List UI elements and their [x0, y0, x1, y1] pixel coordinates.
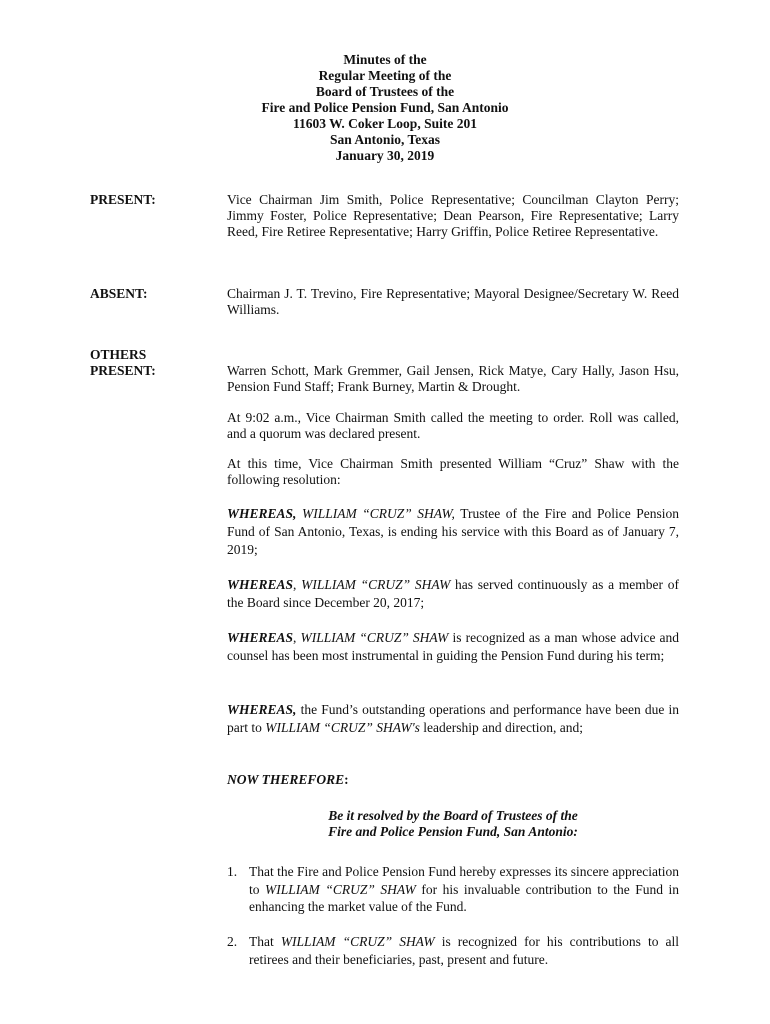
presentation-text: At this time, Vice Chairman Smith presented William “Cruz” Shaw with the following resolution: [227, 456, 679, 487]
header-line-5: 11603 W. Coker Loop, Suite 201 [293, 116, 477, 131]
absent-names: Chairman J. T. Trevino, Fire Representative; Mayoral Designee/Secretary W. Reed Williams. [227, 286, 679, 317]
present-names: Vice Chairman Jim Smith, Police Representative; Councilman Clayton Perry; Jimmy Foster, Police Representative; Dean Pearson, Fire Representative; Larry Reed, Fire Retiree Representative; Harry Griffin, Police Retiree Representative. [227, 192, 679, 239]
item-2-text-b: is recognized for his contributions to all retirees and their beneficiaries, past, present and future. [249, 934, 680, 967]
others-present-label [90, 347, 156, 379]
header-line-6: San Antonio, Texas [330, 132, 440, 147]
whereas-3-comma: , [293, 630, 297, 645]
others-label-line-2: PRESENT: [90, 363, 156, 378]
header-line-2: Regular Meeting of the [318, 68, 452, 83]
whereas-2-text: has served continuously as a member of the Board since December 20, 2017; [227, 577, 679, 610]
absent-label: ABSENT: [90, 286, 148, 301]
whereas-paragraph-3 [227, 629, 679, 665]
item-1-text-a: That the Fire and Police Pension Fund hereby expresses its sincere appreciation to [249, 864, 680, 897]
item-1-name: WILLIAM “CRUZ” SHAW [265, 881, 416, 897]
header-line-1: Minutes of the [343, 52, 427, 67]
whereas-paragraph-4 [227, 701, 679, 737]
resolution-item-1 [227, 863, 679, 916]
resolution-heading-line-2: Fire and Police Pension Fund, San Antonio: [328, 824, 578, 839]
whereas-4-name: WILLIAM “CRUZ” SHAW's [265, 720, 420, 735]
presentation-paragraph [227, 456, 679, 488]
call-to-order-paragraph [227, 410, 679, 442]
present-label: PRESENT: [90, 192, 156, 207]
resolution-heading-line-1: Be it resolved by the Board of Trustees of the [328, 808, 578, 823]
call-to-order-text: At 9:02 a.m., Vice Chairman Smith called the meeting to order. Roll was called, and a quorum was declared present. [227, 410, 679, 441]
others-names: Warren Schott, Mark Gremmer, Gail Jensen, Rick Matye, Cary Hally, Jason Hsu, Pension Fund Staff; Frank Burney, Martin & Drought. [227, 363, 679, 394]
resolution-heading [227, 808, 679, 840]
now-therefore-paragraph [227, 772, 679, 788]
resolution-item-2 [227, 933, 679, 968]
whereas-4-text-a: the Fund’s outstanding operations and performance have been due in part to [227, 702, 680, 735]
others-label-line-1: OTHERS [90, 347, 147, 362]
whereas-4-lead: WHEREAS, [227, 702, 297, 717]
whereas-4-text-b: leadership and direction, and; [423, 720, 583, 735]
header-line-4: Fire and Police Pension Fund, San Antonio [261, 100, 509, 115]
item-1-number: 1. [227, 864, 238, 879]
whereas-3-text: is recognized as a man whose advice and counsel has been most instrumental in guiding the Pension Fund during his term; [227, 630, 680, 663]
present-text [227, 192, 679, 240]
document-header [0, 52, 770, 164]
others-present-text [227, 363, 679, 395]
whereas-2-lead: WHEREAS [227, 577, 294, 592]
whereas-1-lead: WHEREAS, [227, 506, 297, 521]
whereas-1-name: WILLIAM “CRUZ” SHAW, [301, 506, 455, 521]
whereas-2-name: WILLIAM “CRUZ” SHAW [301, 577, 451, 592]
whereas-3-lead: WHEREAS [227, 630, 294, 645]
item-2-text-a: That [249, 934, 274, 949]
whereas-3-name: WILLIAM “CRUZ” SHAW [300, 630, 449, 645]
whereas-paragraph-1 [227, 505, 679, 559]
header-line-3: Board of Trustees of the [315, 84, 455, 99]
now-therefore-lead: NOW THEREFORE [227, 772, 345, 787]
item-2-name: WILLIAM “CRUZ” SHAW [280, 934, 435, 949]
whereas-1-text: Trustee of the Fire and Police Pension Fund of San Antonio, Texas, is ending his service with this Board as of January 7, 2019; [227, 506, 679, 557]
whereas-2-comma: , [293, 577, 297, 592]
item-2-number: 2. [227, 934, 238, 949]
header-date: January 30, 2019 [335, 148, 435, 163]
absent-text [227, 286, 679, 318]
now-therefore-colon: : [344, 772, 349, 787]
item-1-text-b: for his invaluable contribution to the Fund in enhancing the market value of the Fund. [249, 881, 680, 914]
whereas-paragraph-2 [227, 576, 679, 612]
